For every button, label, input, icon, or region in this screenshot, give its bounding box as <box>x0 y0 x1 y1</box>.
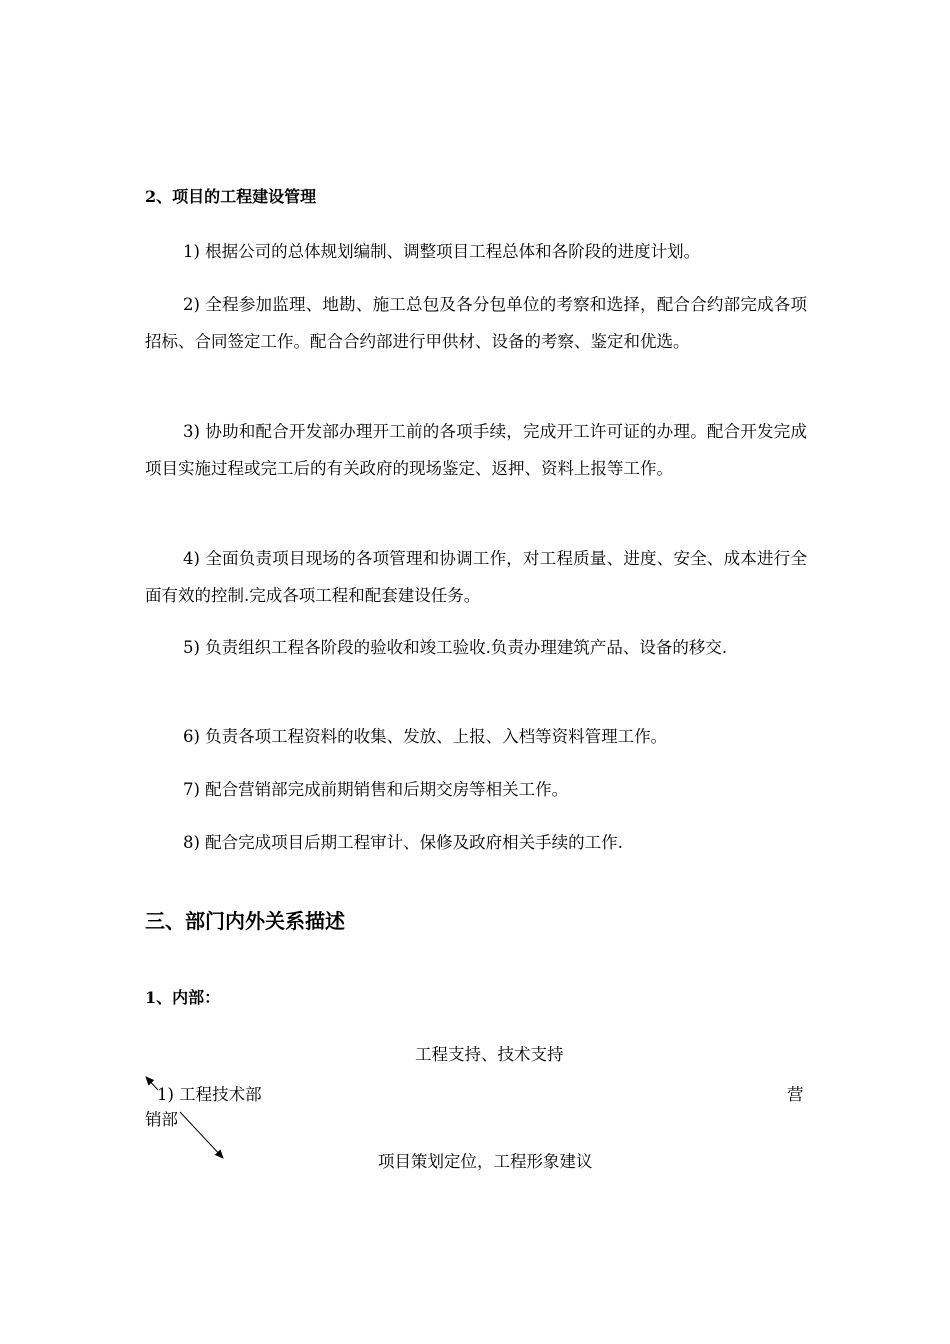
list-item: 5) 负责组织工程各阶段的验收和竣工验收.负责办理建筑产品、设备的移交. <box>183 638 728 657</box>
list-item: 7) 配合营销部完成前期销售和后期交房等相关工作。 <box>183 780 569 799</box>
list-item: 6) 负责各项工程资料的收集、发放、上报、入档等资料管理工作。 <box>183 727 668 746</box>
list-item: 3) 协助和配合开发部办理开工前的各项手续，完成开工许可证的办理。配合开发完成项目实施过程或完工后的有关政府的现场鉴定、返押、资料上报等工作。 <box>145 422 807 478</box>
section-2-heading: 2、项目的工程建设管理 <box>145 187 317 206</box>
diagram-right-label-continued: 销部 <box>145 1110 178 1129</box>
list-item: 1) 根据公司的总体规划编制、调整项目工程总体和各阶段的进度计划。 <box>183 242 701 261</box>
arrow-to-left-icon <box>146 1077 158 1090</box>
diagram-top-label: 工程支持、技术支持 <box>415 1045 564 1064</box>
diagram-bottom-label: 项目策划定位，工程形象建议 <box>378 1152 593 1171</box>
list-item: 4) 全面负责项目现场的各项管理和协调工作，对工程质量、进度、安全、成本进行全面有效的控制.完成各项工程和配套建设任务。 <box>145 549 807 605</box>
diagram-left-label: 1) 工程技术部 <box>157 1085 262 1104</box>
list-item: 8) 配合完成项目后期工程审计、保修及政府相关手续的工作. <box>183 833 623 852</box>
internal-heading: 1、内部： <box>145 988 221 1007</box>
section-3-heading: 三、部门内外关系描述 <box>145 909 345 933</box>
list-item: 2) 全程参加监理、地勘、施工总包及各分包单位的考察和选择，配合合约部完成各项招标、合同签定工作。配合合约部进行甲供材、设备的考察、鉴定和优选。 <box>145 295 807 351</box>
arrow-to-bottom-icon <box>180 1112 223 1158</box>
diagram-right-label: 营 <box>787 1085 804 1104</box>
